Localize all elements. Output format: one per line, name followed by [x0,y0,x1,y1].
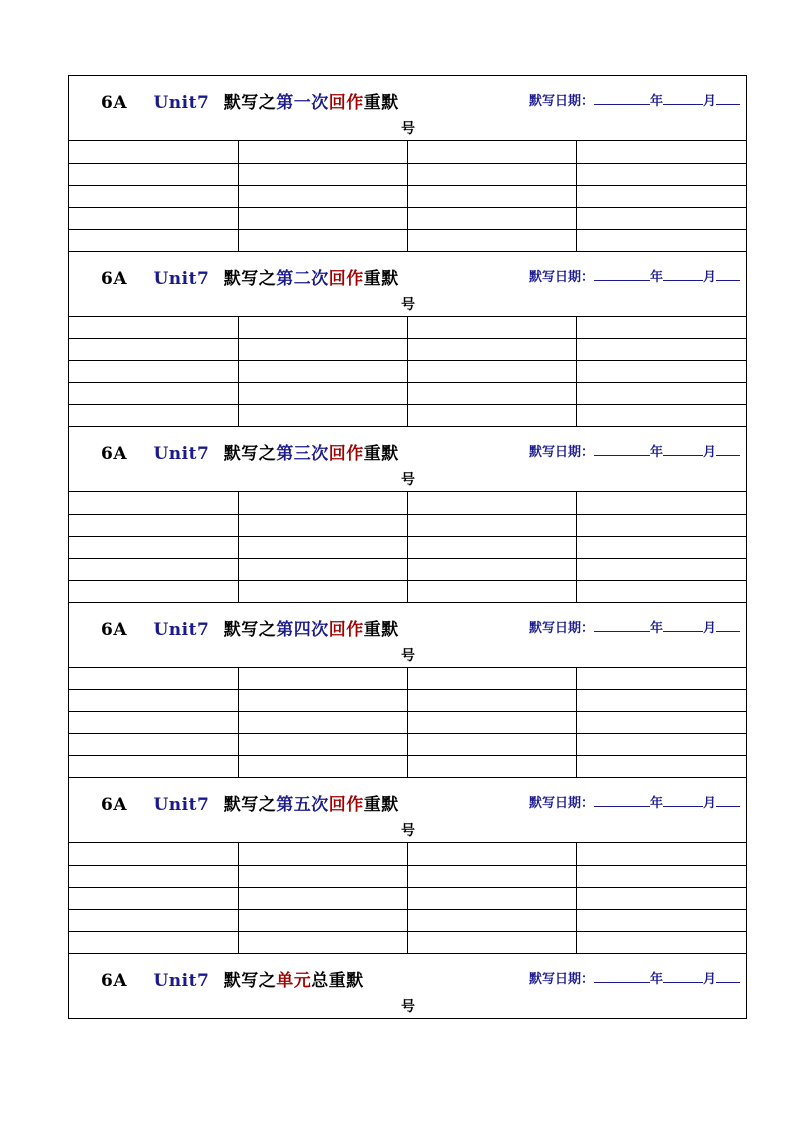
date-blank-day[interactable] [716,268,740,281]
date-field [529,617,740,636]
month-label: 月 [702,971,716,987]
answer-grid [69,141,746,252]
answer-cell[interactable] [238,909,407,931]
answer-cell[interactable] [577,405,746,427]
month-label: 月 [702,620,716,636]
answer-cell[interactable] [408,887,577,909]
date-blank-day[interactable] [716,970,740,983]
title-part-3: 回作 [328,795,364,815]
answer-cell[interactable] [577,734,746,756]
dictation-section [69,603,746,779]
year-label: 年 [649,94,663,109]
number-label: 号 [401,472,415,488]
answer-cell[interactable] [408,558,577,580]
answer-cell[interactable] [577,931,746,953]
title-part-4: 总重默 [311,970,364,991]
title-part-2: 第二次 [276,268,329,289]
grade-label: 6A [101,268,128,289]
title-part-1: 默写之 [223,970,277,991]
answer-cell[interactable] [577,756,746,778]
answer-grid [69,843,746,954]
answer-cell[interactable] [408,690,577,712]
answer-cell[interactable] [238,229,407,251]
answer-cell[interactable] [577,339,746,361]
answer-cell[interactable] [408,909,577,931]
grid-row [69,163,746,185]
answer-cell[interactable] [577,668,746,690]
year-label: 年 [649,971,663,987]
date-field [529,968,740,987]
answer-cell[interactable] [577,383,746,405]
grid-row [69,185,746,207]
grade-label: 6A [101,619,128,640]
answer-cell[interactable] [408,492,577,514]
date-blank-year[interactable] [594,92,650,105]
answer-cell[interactable] [69,756,238,778]
title-part-3: 回作 [328,93,364,113]
answer-cell[interactable] [69,668,238,690]
answer-cell[interactable] [69,141,238,163]
grid-row [69,361,746,383]
date-blank-month[interactable] [663,92,703,105]
title-part-2: 第四次 [276,619,329,640]
answer-cell[interactable] [408,317,577,339]
number-label: 号 [401,998,415,1015]
title-part-3: 单元 [276,970,312,991]
grid-row [69,207,746,229]
title-part-4: 重默 [363,795,399,815]
grid-row [69,405,746,427]
answer-cell[interactable] [238,185,407,207]
number-label: 号 [401,647,415,664]
answer-cell[interactable] [238,843,407,865]
month-label: 月 [702,445,716,460]
year-label: 年 [649,796,663,811]
number-label: 号 [401,296,415,313]
answer-cell[interactable] [69,163,238,185]
answer-cell[interactable] [238,734,407,756]
answer-cell[interactable] [238,712,407,734]
answer-cell[interactable] [238,690,407,712]
grid-row [69,492,746,514]
answer-cell[interactable] [69,405,238,427]
answer-cell[interactable] [577,229,746,251]
grid-row [69,931,746,953]
answer-cell[interactable] [238,865,407,887]
answer-cell[interactable] [408,383,577,405]
grid-row [69,558,746,580]
answer-grid [69,668,746,779]
date-label: 默写日期： [528,971,594,987]
date-blank-day[interactable] [716,619,740,632]
grid-row [69,887,746,909]
answer-cell[interactable] [238,383,407,405]
answer-cell[interactable] [577,909,746,931]
grid-row [69,383,746,405]
section-header [69,76,746,141]
grid-row [69,690,746,712]
grid-row [69,514,746,536]
answer-cell[interactable] [577,361,746,383]
answer-cell[interactable] [238,536,407,558]
answer-cell[interactable] [577,580,746,602]
title-part-2: 第一次 [276,93,329,113]
answer-cell[interactable] [69,383,238,405]
answer-cell[interactable] [238,207,407,229]
date-field [529,90,740,109]
answer-cell[interactable] [238,405,407,427]
answer-cell[interactable] [238,558,407,580]
grade-label: 6A [101,444,128,464]
answer-cell[interactable] [69,361,238,383]
answer-cell[interactable] [69,339,238,361]
dictation-sheet [68,75,747,1019]
dictation-section [69,778,746,954]
unit-label: Unit7 [153,970,210,991]
answer-cell[interactable] [577,536,746,558]
year-label: 年 [649,445,663,460]
grid-row [69,229,746,251]
answer-cell[interactable] [69,734,238,756]
date-blank-month[interactable] [663,970,703,983]
answer-cell[interactable] [69,558,238,580]
section-header [69,603,746,668]
answer-cell[interactable] [69,690,238,712]
date-label: 默写日期： [528,620,594,636]
answer-cell[interactable] [577,690,746,712]
dictation-section [69,252,746,428]
answer-cell[interactable] [69,229,238,251]
grade-label: 6A [101,795,128,815]
answer-cell[interactable] [238,339,407,361]
answer-cell[interactable] [408,843,577,865]
date-blank-year[interactable] [594,268,650,281]
grid-row [69,580,746,602]
unit-label: Unit7 [153,795,210,815]
answer-cell[interactable] [408,734,577,756]
date-label: 默写日期： [528,796,594,811]
section-header [69,954,746,1018]
date-blank-year[interactable] [594,794,650,807]
grid-row [69,865,746,887]
title-part-2: 第五次 [276,795,329,815]
answer-cell[interactable] [408,339,577,361]
answer-cell[interactable] [238,668,407,690]
answer-cell[interactable] [238,361,407,383]
date-label: 默写日期： [528,94,594,109]
answer-cell[interactable] [408,405,577,427]
answer-cell[interactable] [408,931,577,953]
answer-cell[interactable] [238,492,407,514]
answer-grid [69,492,746,603]
answer-cell[interactable] [408,865,577,887]
answer-cell[interactable] [408,361,577,383]
grid-row [69,734,746,756]
answer-cell[interactable] [577,712,746,734]
answer-cell[interactable] [238,931,407,953]
grid-row [69,668,746,690]
grid-row [69,843,746,865]
title-part-1: 默写之 [223,444,277,464]
answer-cell[interactable] [69,185,238,207]
answer-cell[interactable] [577,163,746,185]
answer-cell[interactable] [69,909,238,931]
year-label: 年 [649,620,663,636]
answer-cell[interactable] [408,141,577,163]
dictation-section [69,954,746,1018]
answer-cell[interactable] [577,185,746,207]
title-part-2: 第三次 [276,444,329,464]
answer-cell[interactable] [69,887,238,909]
answer-cell[interactable] [408,163,577,185]
answer-cell[interactable] [69,514,238,536]
date-blank-year[interactable] [594,443,650,456]
section-header [69,427,746,492]
title-part-3: 回作 [328,619,364,640]
answer-cell[interactable] [577,317,746,339]
date-blank-month[interactable] [663,268,703,281]
answer-cell[interactable] [238,756,407,778]
month-label: 月 [702,269,716,285]
grid-row [69,756,746,778]
date-blank-month[interactable] [663,619,703,632]
date-field [529,441,740,460]
answer-cell[interactable] [238,141,407,163]
answer-cell[interactable] [69,712,238,734]
date-blank-month[interactable] [663,443,703,456]
date-blank-month[interactable] [663,794,703,807]
title-part-4: 重默 [363,444,399,464]
grid-row [69,317,746,339]
date-blank-day[interactable] [716,443,740,456]
unit-label: Unit7 [153,93,210,113]
section-title [101,966,364,991]
answer-cell[interactable] [408,580,577,602]
answer-cell[interactable] [408,185,577,207]
title-part-1: 默写之 [223,93,277,113]
answer-cell[interactable] [69,536,238,558]
date-blank-year[interactable] [594,970,650,983]
title-part-1: 默写之 [223,795,277,815]
answer-cell[interactable] [577,514,746,536]
answer-cell[interactable] [69,580,238,602]
answer-cell[interactable] [408,229,577,251]
title-part-4: 重默 [363,268,399,289]
grid-row [69,339,746,361]
answer-cell[interactable] [577,843,746,865]
answer-cell[interactable] [408,668,577,690]
unit-label: Unit7 [153,444,210,464]
answer-cell[interactable] [577,887,746,909]
answer-cell[interactable] [408,207,577,229]
answer-cell[interactable] [577,492,746,514]
dictation-section [69,427,746,603]
answer-cell[interactable] [69,843,238,865]
answer-cell[interactable] [69,492,238,514]
answer-cell[interactable] [577,207,746,229]
date-label: 默写日期： [528,269,594,285]
answer-cell[interactable] [238,887,407,909]
title-part-4: 重默 [363,619,399,640]
section-header [69,252,746,317]
number-label: 号 [401,121,415,137]
answer-cell[interactable] [577,558,746,580]
unit-label: Unit7 [153,268,210,289]
grid-row [69,909,746,931]
date-label: 默写日期： [528,445,594,460]
date-field [529,792,740,811]
date-field [529,266,740,285]
grade-label: 6A [101,93,128,113]
answer-cell[interactable] [577,865,746,887]
grid-row [69,712,746,734]
month-label: 月 [702,796,716,811]
section-title [101,88,399,113]
unit-label: Unit7 [153,619,210,640]
date-blank-year[interactable] [594,619,650,632]
number-label: 号 [401,823,415,839]
answer-cell[interactable] [238,163,407,185]
dictation-section [69,76,746,252]
section-title [101,439,399,464]
year-label: 年 [649,269,663,285]
section-title [101,264,399,289]
section-title [101,790,399,815]
grade-label: 6A [101,970,128,991]
title-part-1: 默写之 [223,268,277,289]
date-blank-day[interactable] [716,794,740,807]
title-part-3: 回作 [328,268,364,289]
answer-cell[interactable] [408,756,577,778]
answer-cell[interactable] [69,207,238,229]
answer-cell[interactable] [408,514,577,536]
answer-cell[interactable] [69,865,238,887]
answer-cell[interactable] [69,317,238,339]
title-part-3: 回作 [328,444,364,464]
answer-cell[interactable] [408,536,577,558]
date-blank-day[interactable] [716,92,740,105]
month-label: 月 [702,94,716,109]
answer-grid [69,317,746,428]
answer-cell[interactable] [238,514,407,536]
answer-cell[interactable] [69,931,238,953]
answer-cell[interactable] [238,317,407,339]
title-part-1: 默写之 [223,619,277,640]
answer-cell[interactable] [408,712,577,734]
section-title [101,615,399,640]
section-header [69,778,746,843]
grid-row [69,536,746,558]
grid-row [69,141,746,163]
title-part-4: 重默 [363,93,399,113]
answer-cell[interactable] [238,580,407,602]
answer-cell[interactable] [577,141,746,163]
